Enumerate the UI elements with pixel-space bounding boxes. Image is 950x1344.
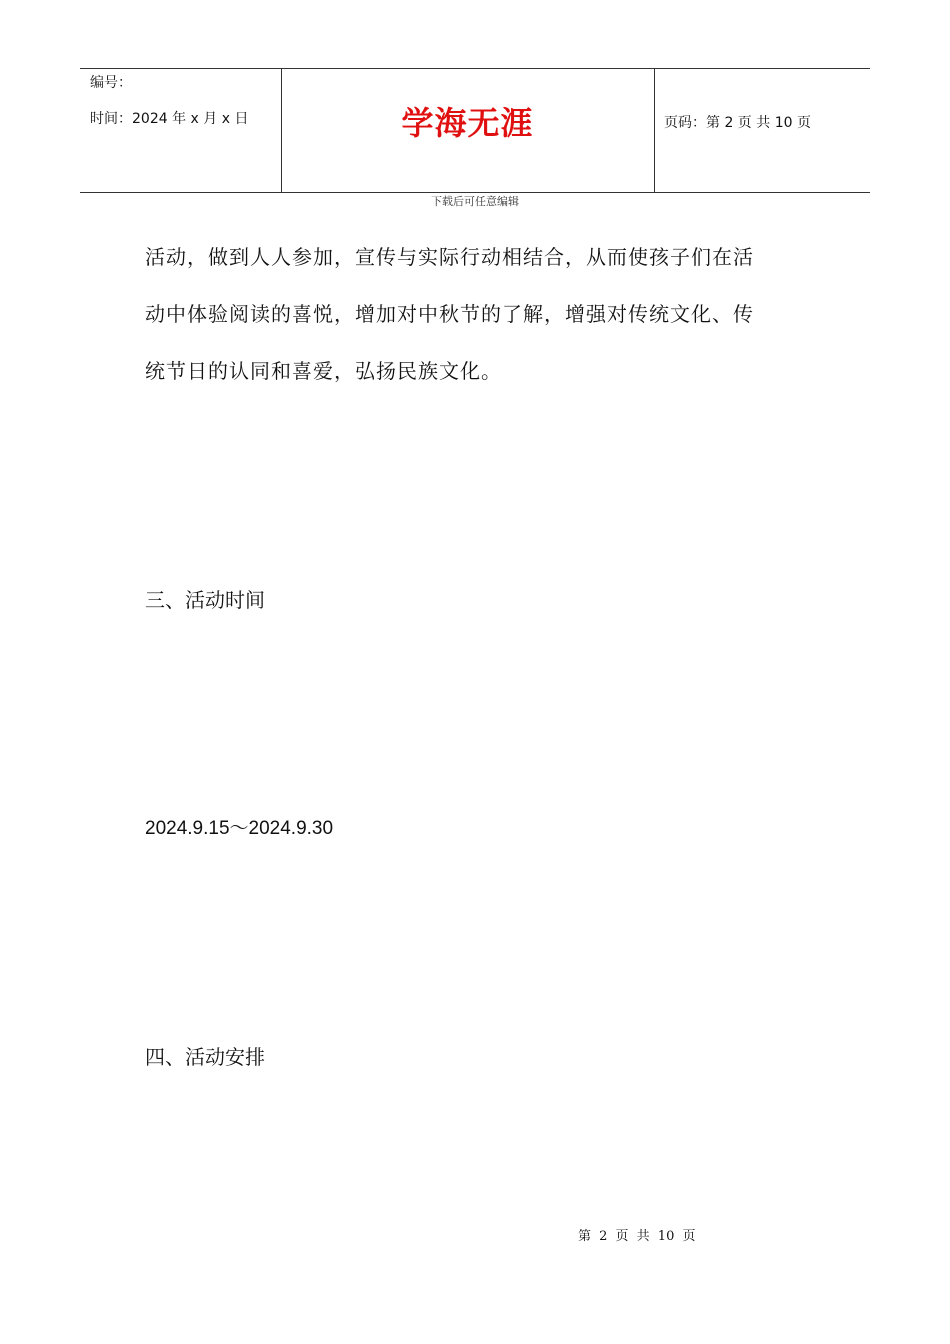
paragraph-line: 活动，做到人人参加，宣传与实际行动相结合，从而使孩子们在活: [145, 245, 754, 269]
paragraph-line: 统节日的认同和喜爱，弘扬民族文化。: [145, 359, 502, 383]
editable-note: 下载后可任意编辑: [431, 195, 519, 208]
section-heading-activity-time: 三、活动时间: [145, 588, 265, 612]
section-heading-activity-arrangement: 四、活动安排: [145, 1045, 265, 1069]
paragraph-line: 动中体验阅读的喜悦，增加对中秋节的了解，增强对传统文化、传: [145, 302, 754, 326]
brand-title: 学海无涯: [401, 104, 534, 142]
serial-number-label: 编号：: [90, 75, 132, 91]
header-divider: [654, 69, 655, 192]
page-footer: 第 2 页 共 10 页: [578, 1229, 696, 1244]
activity-date-range: 2024.9.15～2024.9.30: [145, 818, 334, 839]
header-page-indicator: 页码：第 2 页 共 10 页: [664, 115, 811, 131]
date-label: 时间：2024 年 x 月 x 日: [90, 111, 249, 127]
document-header: [80, 68, 870, 193]
